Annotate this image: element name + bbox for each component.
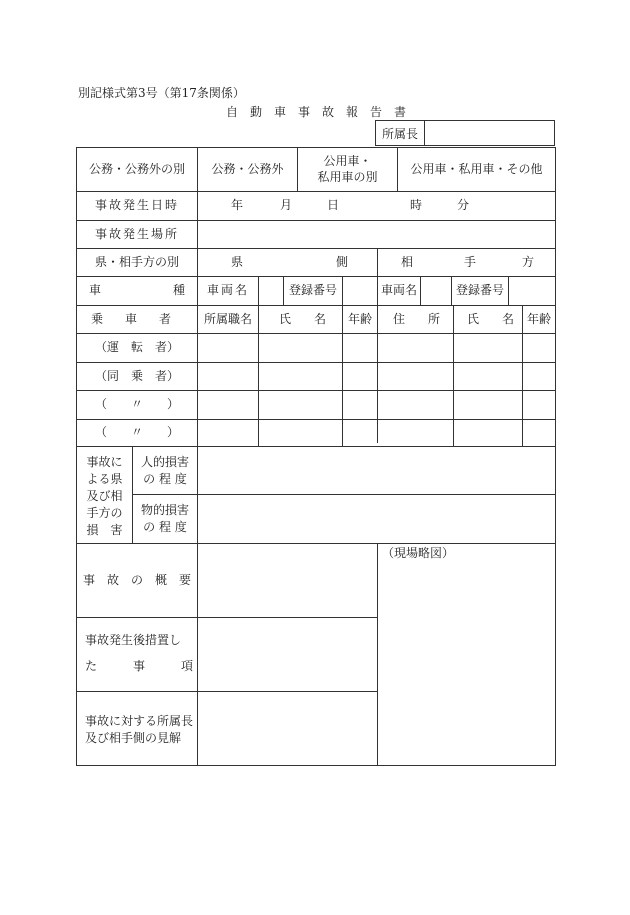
summary-label: 事 故 の 概 要	[82, 572, 191, 587]
date-label: 事故発生日時	[94, 198, 179, 213]
public-private-label: 公務・公務外の別	[88, 162, 185, 177]
date-month: 月	[279, 198, 292, 213]
car-label-2: 種	[172, 283, 185, 298]
col-line	[342, 276, 343, 305]
party-pref: 県	[230, 254, 243, 269]
col-line	[508, 276, 509, 305]
damage-label-3: 及び相	[86, 489, 123, 504]
dept-head-label: 所属長	[376, 121, 425, 145]
ditto-label-1: （ 〃 ）	[94, 397, 179, 412]
human-damage-1: 人的損害	[140, 455, 189, 470]
col-line	[453, 305, 454, 447]
date-hour: 時	[409, 198, 422, 213]
reg-no-other-label: 登録番号	[455, 283, 504, 298]
col-address-1: 住	[392, 311, 405, 326]
col-line	[258, 305, 259, 447]
date-minute: 分	[456, 198, 469, 213]
form-title: 自動車事故報告書	[226, 105, 419, 119]
car-name-other-label: 車両名	[380, 283, 417, 298]
driver-label: （運 転 者）	[94, 340, 179, 355]
car-name-label: 車両名	[206, 283, 249, 298]
human-damage-2: の 程 度	[143, 472, 187, 487]
measures-label-2: た 事 項	[85, 658, 194, 673]
col-name-2: 名	[313, 311, 326, 326]
car-label-1: 車	[88, 283, 101, 298]
row-line	[77, 691, 377, 692]
public-private-value: 公務・公務外	[211, 162, 284, 177]
col-address-2: 所	[427, 311, 440, 326]
col-dept: 所属職名	[203, 311, 252, 326]
col-line	[197, 543, 198, 765]
form-number: 別記様式第3号（第17条関係）	[78, 86, 245, 100]
sketch-label: （現場略図）	[382, 545, 455, 560]
col-line	[258, 276, 259, 305]
party-other-1: 相	[400, 254, 413, 269]
col-age: 年齢	[347, 311, 372, 326]
party-other-2: 手	[463, 254, 476, 269]
date-year: 年	[230, 198, 243, 213]
occupant-label: 乗車者	[90, 311, 193, 326]
vehicle-type-label-1: 公用車・	[323, 153, 372, 168]
vehicle-type-value: 公用車・私用車・その他	[410, 162, 543, 177]
report-form	[76, 147, 556, 766]
place-label: 事故発生場所	[94, 226, 179, 241]
row-line	[132, 494, 555, 495]
opinion-label-2: 及び相手側の見解	[85, 730, 182, 745]
dept-head-box	[375, 120, 555, 146]
vehicle-type-label-2: 私用車の別	[317, 169, 378, 184]
col-age2: 年齢	[526, 311, 551, 326]
passenger-label: （同 乗 者）	[94, 368, 179, 383]
col-line	[377, 248, 378, 276]
col-line	[377, 543, 378, 765]
col-line	[197, 148, 198, 543]
ditto-label-2: （ 〃 ）	[94, 425, 179, 440]
property-damage-2: の 程 度	[143, 520, 187, 535]
col-name2-1: 氏	[466, 311, 479, 326]
reg-no-label: 登録番号	[288, 283, 337, 298]
party-label: 県・相手方の別	[94, 254, 179, 269]
row-line	[77, 446, 555, 447]
property-damage-1: 物的損害	[140, 503, 189, 518]
party-other-3: 方	[521, 254, 534, 269]
row-line	[77, 617, 377, 618]
damage-label-5: 損 害	[86, 523, 123, 538]
damage-label-1: 事故に	[86, 455, 123, 470]
col-name2-2: 名	[501, 311, 514, 326]
date-day: 日	[326, 198, 339, 213]
damage-label-4: 手方の	[86, 506, 123, 521]
col-name-1: 氏	[278, 311, 291, 326]
damage-label-2: よる県	[86, 472, 123, 487]
opinion-label-1: 事故に対する所属長	[85, 713, 194, 728]
measures-label-1: 事故発生後措置し	[85, 632, 182, 647]
party-side: 側	[335, 254, 348, 269]
col-line	[420, 276, 421, 305]
